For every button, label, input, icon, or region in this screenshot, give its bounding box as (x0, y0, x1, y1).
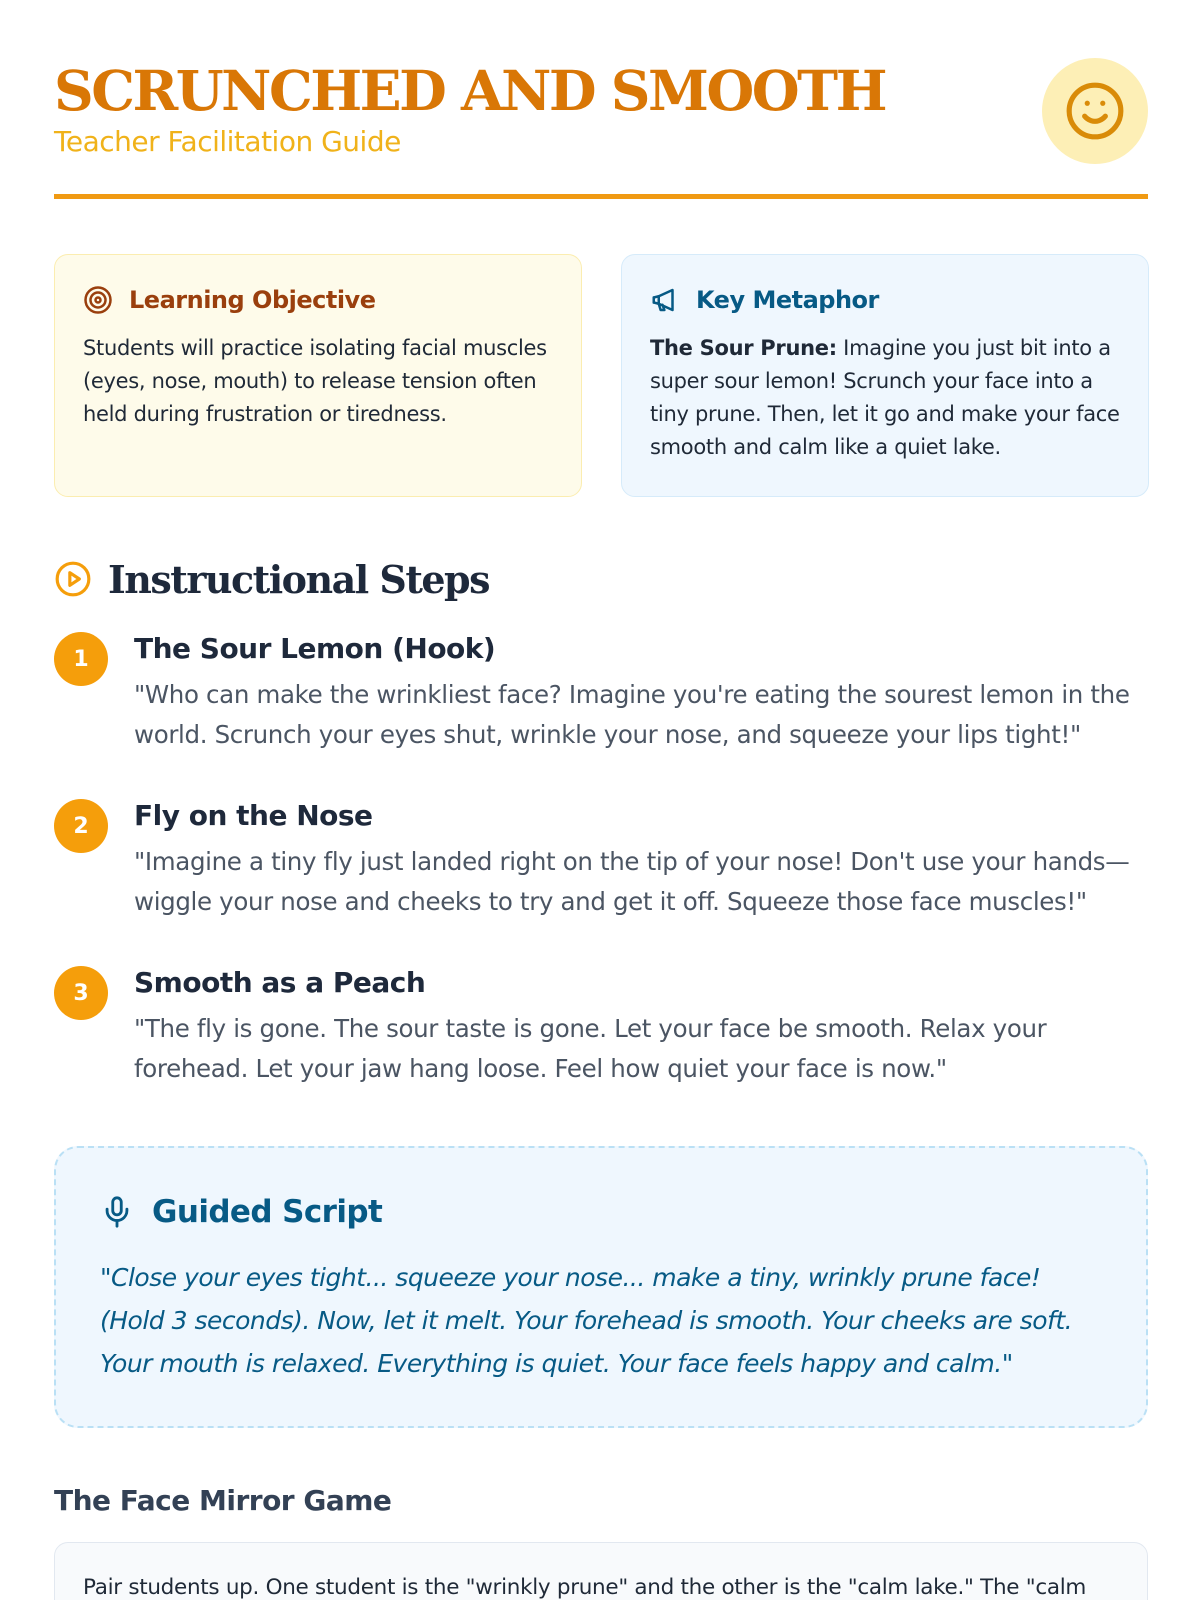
learning-objective-header (83, 285, 553, 315)
step-text: "The fly is gone. The sour taste is gone. Let your face be smooth. Relax your forehead. Let your jaw hang loose. Feel how quiet your face is now." (134, 1014, 1047, 1083)
step-text: "Who can make the wrinkliest face? Imagine you're eating the sourest lemon in the world. Scrunch your eyes shut, wrinkle your nose, and squeeze your lips tight!" (134, 680, 1130, 749)
step-number-badge: 1 (54, 632, 108, 686)
instructional-steps-heading (54, 556, 489, 602)
key-metaphor-header (650, 285, 1120, 315)
smiley-badge (1042, 58, 1148, 164)
page-title: SCRUNCHED AND SMOOTH (54, 58, 886, 123)
target-icon (83, 285, 113, 315)
guide-page (54, 0, 1148, 1600)
smiley-face-icon (1064, 80, 1126, 142)
guided-script-box (54, 1146, 1148, 1428)
learning-objective-text: Students will practice isolating facial muscles (eyes, nose, mouth) to release tension often held during frustration or tiredness. (83, 336, 547, 426)
play-circle-icon (54, 560, 92, 598)
guided-script-header (100, 1192, 382, 1232)
megaphone-icon (650, 285, 680, 315)
section-title: Instructional Steps (108, 556, 490, 602)
guided-script-text: "Close your eyes tight... squeeze your nose... make a tiny, wrinkly prune face! (Hold 3 seconds). Now, let it melt. Your forehead is smooth. Your cheeks are soft. Your mouth is relaxed. Everything is quiet. Your face feels happy and calm." (100, 1263, 1073, 1378)
key-metaphor-lead: The Sour Prune: (650, 336, 837, 360)
step-title: Smooth as a Peach (134, 966, 426, 999)
face-mirror-game-title: The Face Mirror Game (54, 1484, 392, 1517)
step-title: Fly on the Nose (134, 799, 373, 832)
key-metaphor-label: Key Metaphor (696, 286, 879, 314)
header (54, 58, 1148, 200)
header-divider (54, 194, 1148, 199)
face-mirror-game-box (54, 1542, 1148, 1600)
page-subtitle: Teacher Facilitation Guide (54, 125, 401, 158)
guided-script-label: Guided Script (152, 1194, 383, 1230)
learning-objective-label: Learning Objective (129, 286, 376, 314)
step-title: The Sour Lemon (Hook) (134, 632, 496, 665)
key-metaphor-card (621, 254, 1149, 497)
microphone-icon (100, 1195, 134, 1229)
key-metaphor-text (650, 332, 1120, 464)
step-number-badge: 2 (54, 799, 108, 853)
step-text: "Imagine a tiny fly just landed right on the tip of your nose! Don't use your hands—wiggle your nose and cheeks to try and get it off. Squeeze those face muscles!" (134, 847, 1130, 916)
face-mirror-game-text: Pair students up. One student is the "wrinkly prune" and the other is the "calm lake." The "calm (83, 1575, 1087, 1600)
learning-objective-card (54, 254, 582, 497)
step-number-badge: 3 (54, 966, 108, 1020)
key-metaphor-body: Imagine you just bit into a super sour lemon! Scrunch your face into a tiny prune. Then, let it go and make your face smooth and calm like a quiet lake. (650, 336, 1120, 459)
